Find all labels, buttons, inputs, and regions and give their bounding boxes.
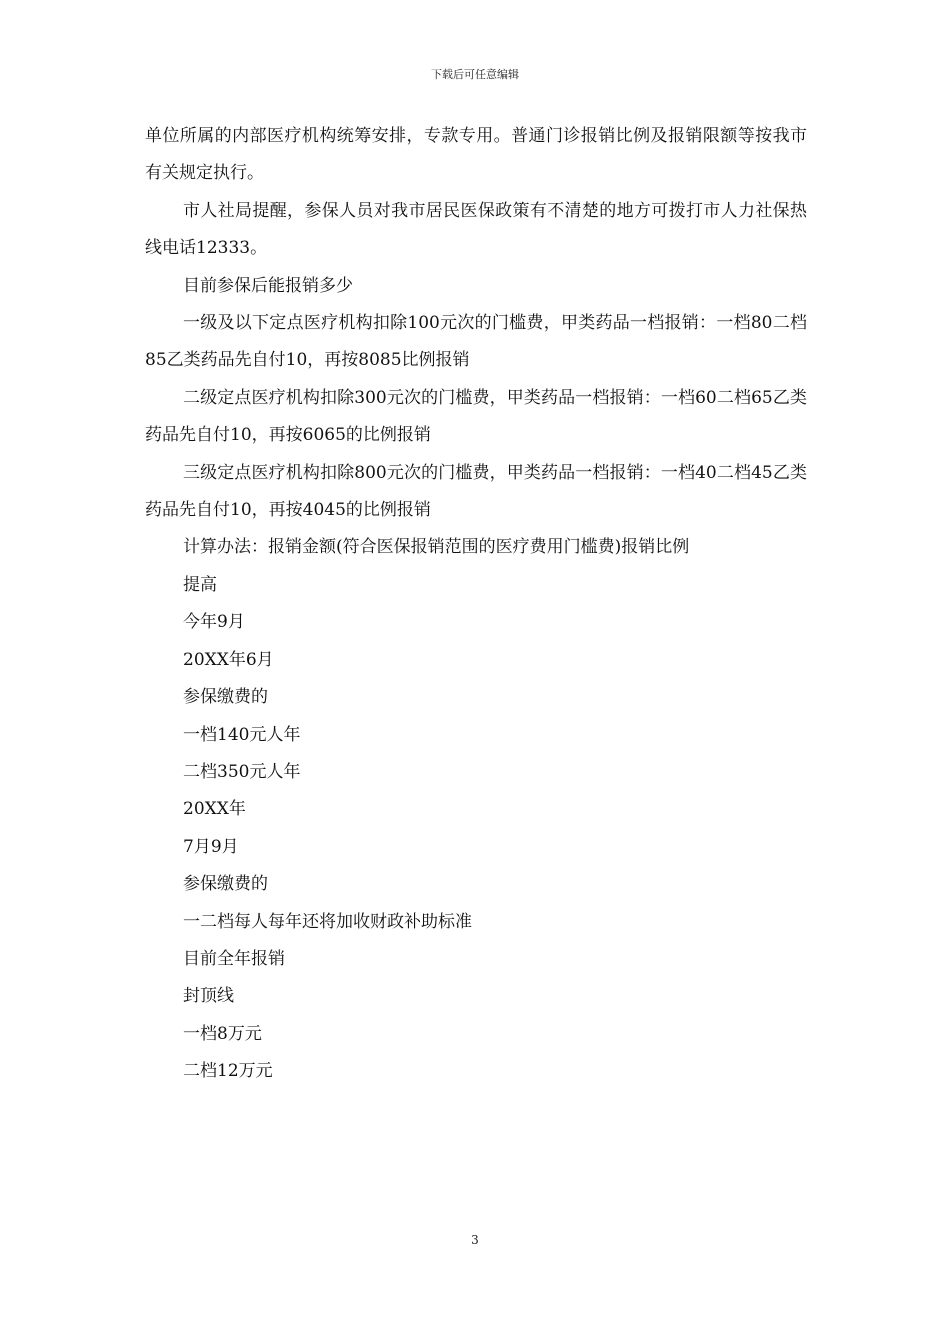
list-item: 参保缴费的 [183, 687, 268, 708]
list-item: 今年9月 [183, 612, 245, 633]
list-item: 7月9月 [183, 836, 239, 857]
list-item: 二档350元人年 [183, 761, 301, 782]
list-item: 一档8万元 [183, 1023, 262, 1044]
paragraph-level2: 二级定点医疗机构扣除300元次的门槛费，甲类药品一档报销：一档60二档65乙类药品先自付10，再按6065的比例报销 [145, 387, 807, 446]
list-item: 一二档每人每年还将加收财政补助标准 [183, 911, 472, 932]
list-item: 二档12万元 [183, 1061, 273, 1082]
paragraph-heading-reimbursement: 目前参保后能报销多少 [183, 275, 353, 296]
list-item: 提高 [183, 574, 217, 595]
list-item: 参保缴费的 [183, 874, 268, 895]
page-number: 3 [471, 1233, 479, 1247]
paragraph-level3: 三级定点医疗机构扣除800元次的门槛费，甲类药品一档报销：一档40二档45乙类药品先自付10，再按4045的比例报销 [145, 462, 807, 521]
paragraph-level1: 一级及以下定点医疗机构扣除100元次的门槛费，甲类药品一档报销：一档80二档85乙类药品先自付10，再按8085比例报销 [145, 313, 807, 371]
list-item: 封顶线 [183, 986, 234, 1007]
page-header: 下载后可任意编辑 [431, 68, 519, 81]
list-item: 一档140元人年 [183, 724, 301, 745]
paragraph-hotline: 市人社局提醒，参保人员对我市居民医保政策有不清楚的地方可拨打市人力社保热线电话12333。 [145, 200, 807, 259]
list-item: 20XX年6月 [183, 649, 274, 670]
list-item: 20XX年 [183, 799, 246, 820]
list-item: 目前全年报销 [183, 948, 285, 969]
paragraph-budget: 单位所属的内部医疗机构统筹安排，专款专用。普通门诊报销比例及报销限额等按我市有关规定执行。 [145, 126, 807, 184]
paragraph-calculation: 计算办法：报销金额(符合医保报销范围的医疗费用门槛费)报销比例 [183, 537, 690, 558]
document-body [145, 118, 807, 1091]
